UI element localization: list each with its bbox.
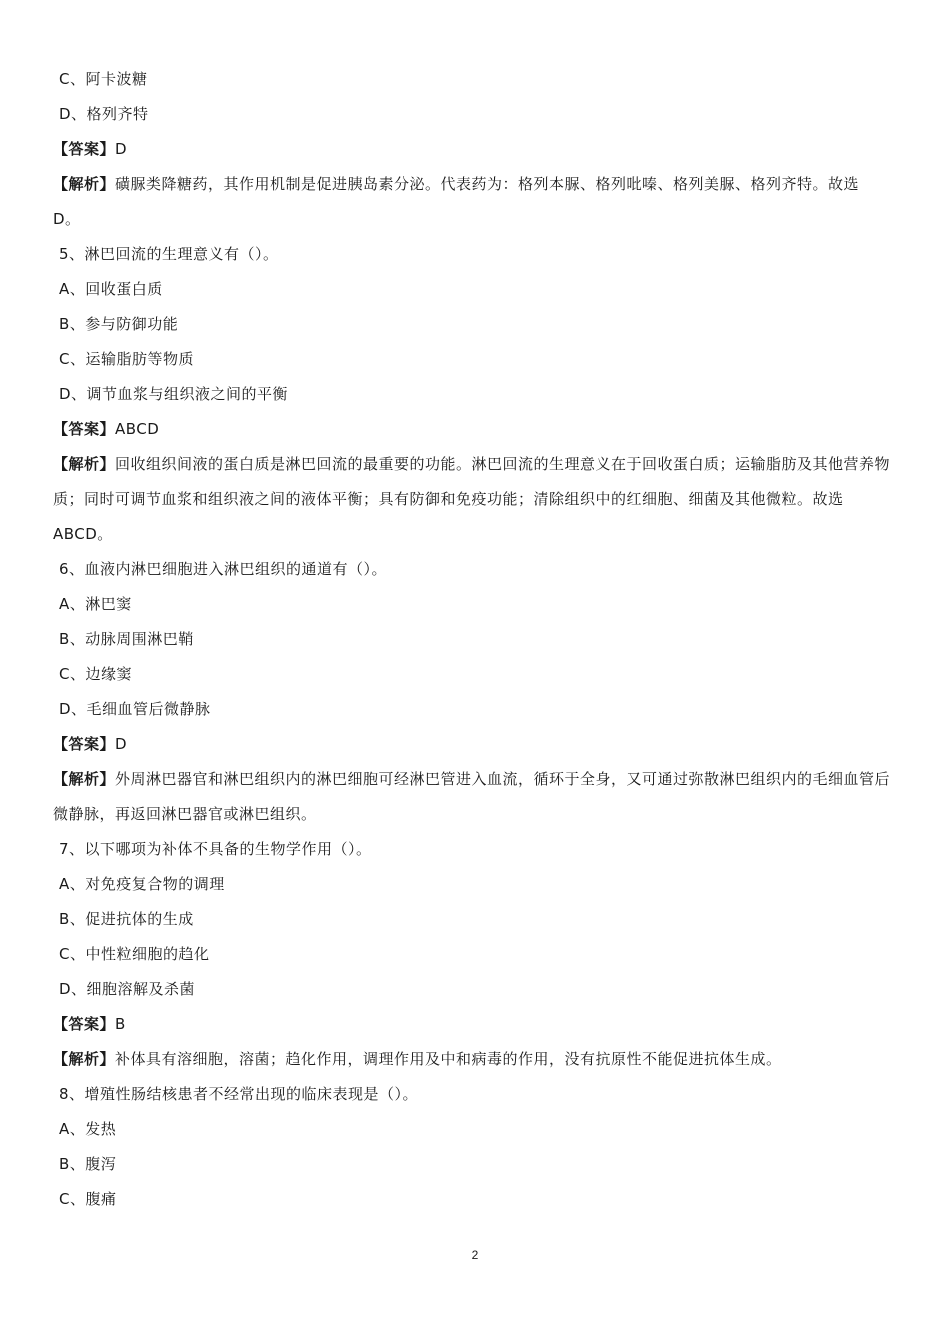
answer-value: D <box>115 140 128 158</box>
option-text: B、参与防御功能 <box>59 315 179 333</box>
option-text: C、边缘窦 <box>59 665 132 683</box>
option-text: A、淋巴窦 <box>59 595 132 613</box>
analysis-label: 【解析】 <box>53 455 116 473</box>
analysis-label: 【解析】 <box>53 770 116 788</box>
analysis-paragraph <box>53 1042 891 1077</box>
analysis-label: 【解析】 <box>53 175 116 193</box>
analysis-text: 外周淋巴器官和淋巴组织内的淋巴细胞可经淋巴管进入血流，循环于全身，又可通过弥散淋巴组织内的毛细血管后微静脉，再返回淋巴器官或淋巴组织。 <box>53 770 891 823</box>
answer-line <box>53 132 891 167</box>
document-body <box>53 62 891 1217</box>
answer-value: B <box>115 1015 126 1033</box>
option-text: A、回收蛋白质 <box>59 280 163 298</box>
option-text: B、促进抗体的生成 <box>59 910 194 928</box>
option-text: A、对免疫复合物的调理 <box>59 875 225 893</box>
option-text: C、阿卡波糖 <box>59 70 148 88</box>
page-number: 2 <box>471 1248 479 1262</box>
option-text: D、细胞溶解及杀菌 <box>59 980 196 998</box>
option-text: C、运输脂肪等物质 <box>59 350 194 368</box>
answer-line <box>53 412 891 447</box>
option-text: A、发热 <box>59 1120 117 1138</box>
analysis-paragraph <box>53 762 891 832</box>
option-text: D、调节血浆与组织液之间的平衡 <box>59 385 289 403</box>
answer-line <box>53 1007 891 1042</box>
analysis-text: 回收组织间液的蛋白质是淋巴回流的最重要的功能。淋巴回流的生理意义在于回收蛋白质；运输脂肪及其他营养物质；同时可调节血浆和组织液之间的液体平衡；具有防御和免疫功能；清除组织中的红细胞、细菌及其他微粒。故选 ABCD。 <box>53 455 891 543</box>
option-text: D、毛细血管后微静脉 <box>59 700 211 718</box>
answer-line <box>53 727 891 762</box>
analysis-paragraph <box>53 167 891 237</box>
answer-value: D <box>115 735 128 753</box>
analysis-text: 磺脲类降糖药，其作用机制是促进胰岛素分泌。代表药为：格列本脲、格列吡嗪、格列美脲、格列齐特。故选 D。 <box>53 175 860 228</box>
option-text: B、腹泻 <box>59 1155 117 1173</box>
option-text: C、腹痛 <box>59 1190 117 1208</box>
answer-value: ABCD <box>115 420 160 438</box>
answer-label: 【答案】 <box>53 140 116 158</box>
analysis-text: 补体具有溶细胞，溶菌；趋化作用，调理作用及中和病毒的作用，没有抗原性不能促进抗体生成。 <box>115 1050 782 1068</box>
answer-label: 【答案】 <box>53 420 116 438</box>
question-text: 5、淋巴回流的生理意义有（）。 <box>59 245 279 263</box>
answer-label: 【答案】 <box>53 735 116 753</box>
question-text: 8、增殖性肠结核患者不经常出现的临床表现是（）。 <box>59 1085 419 1103</box>
analysis-paragraph <box>53 447 891 552</box>
analysis-label: 【解析】 <box>53 1050 116 1068</box>
option-text: D、格列齐特 <box>59 105 149 123</box>
question-text: 7、以下哪项为补体不具备的生物学作用（）。 <box>59 840 372 858</box>
option-text: B、动脉周围淋巴鞘 <box>59 630 194 648</box>
option-text: C、中性粒细胞的趋化 <box>59 945 210 963</box>
answer-label: 【答案】 <box>53 1015 116 1033</box>
question-text: 6、血液内淋巴细胞进入淋巴组织的通道有（）。 <box>59 560 388 578</box>
